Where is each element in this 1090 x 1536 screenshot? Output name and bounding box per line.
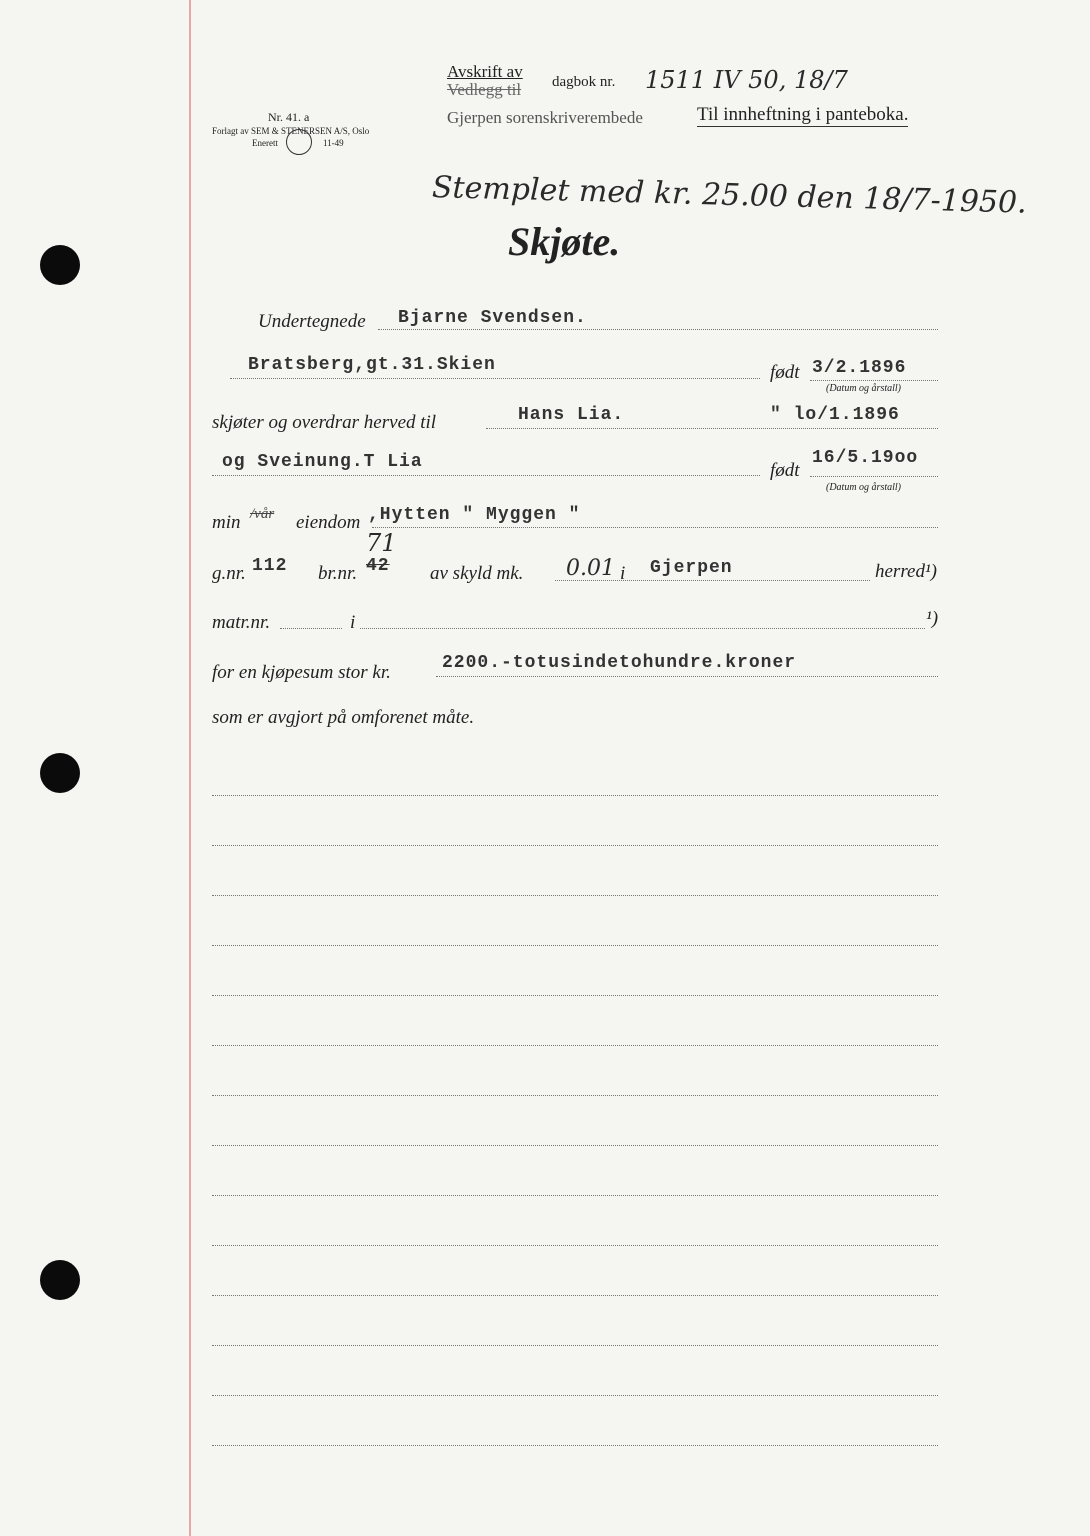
fodt-label: født	[770, 362, 800, 383]
stamp-duty-note: Stemplet med kr. 25.00 den 18/7-1950.	[431, 170, 1028, 221]
herred-name: Gjerpen	[650, 558, 733, 578]
document-title: Skjøte.	[508, 219, 621, 264]
blank-line	[212, 1145, 938, 1146]
blank-line	[212, 995, 938, 996]
blank-line	[212, 1045, 938, 1046]
blank-line	[212, 945, 938, 946]
publisher-enerett: Enerett	[252, 138, 278, 148]
punch-hole	[40, 245, 80, 285]
fill-line	[486, 428, 938, 429]
dagbok-number: 1511 IV 50, 18/7	[645, 66, 848, 94]
avskrift-label: Avskrift av	[447, 62, 523, 81]
dagbok-label: dagbok nr.	[552, 74, 616, 90]
fill-line	[360, 628, 925, 629]
fill-line	[230, 378, 760, 379]
blank-line	[212, 1345, 938, 1346]
fill-line	[436, 676, 938, 677]
skyld-label: av skyld mk.	[430, 563, 524, 584]
office-name: Gjerpen sorenskriverembede	[447, 108, 643, 127]
blank-line	[212, 895, 938, 896]
blank-line	[212, 1195, 938, 1196]
publisher-line: Forlagt av SEM & STENERSEN A/S, Oslo	[212, 126, 370, 136]
var-struck: /vår	[250, 506, 275, 522]
buyer2-birthdate: 16/5.19oo	[812, 448, 919, 468]
publisher-logo	[286, 129, 312, 155]
price-value: 2200.-totusindetohundre.kroner	[442, 653, 797, 673]
fill-line	[280, 628, 342, 629]
fill-line	[378, 329, 938, 330]
panteboka-title: Til innheftning i panteboka.	[697, 104, 909, 125]
form-number: Nr. 41. a	[268, 110, 310, 124]
fill-line	[810, 380, 938, 381]
property-name: ,Hytten " Myggen "	[368, 505, 581, 525]
matr-label: matr.nr.	[212, 612, 271, 633]
margin-rule	[189, 0, 191, 1536]
buyer1-name: Hans Lia.	[518, 405, 625, 425]
seller-name: Bjarne Svendsen.	[398, 308, 587, 328]
gnr-value: 112	[252, 556, 288, 576]
punch-hole	[40, 753, 80, 793]
blank-line	[212, 1295, 938, 1296]
herred-label: herred¹)	[875, 561, 937, 582]
gnr-label: g.nr.	[212, 563, 246, 584]
min-label: min	[212, 512, 241, 533]
blank-line	[212, 795, 938, 796]
datum-note: (Datum og årstall)	[826, 482, 901, 493]
settled-text: som er avgjort på omforenet måte.	[212, 707, 475, 728]
footnote-mark: ¹)	[926, 608, 939, 629]
brnr-struck: 42	[366, 556, 390, 576]
datum-note: (Datum og årstall)	[826, 383, 901, 394]
fill-line	[810, 476, 938, 477]
buyer2-name: og Sveinung.T Lia	[222, 452, 423, 472]
blank-line	[212, 1245, 938, 1246]
eiendom-label: eiendom	[296, 512, 361, 533]
buyer2-fodt-label: født	[770, 460, 800, 481]
blank-line	[212, 1095, 938, 1096]
matr-i: i	[350, 612, 356, 633]
fill-line	[212, 475, 760, 476]
transfer-label: skjøter og overdrar herved til	[212, 412, 437, 433]
punch-hole	[40, 1260, 80, 1300]
blank-line	[212, 845, 938, 846]
vedlegg-label: Vedlegg til	[447, 80, 522, 99]
publisher-date: 11-49	[323, 138, 344, 148]
blank-line	[212, 1445, 938, 1446]
seller-address: Bratsberg,gt.31.Skien	[248, 355, 496, 375]
skyld-i: i	[620, 563, 626, 584]
price-label: for en kjøpesum stor kr.	[212, 662, 391, 683]
seller-birthdate: 3/2.1896	[812, 358, 907, 378]
fill-line	[372, 527, 938, 528]
undertegnede-label: Undertegnede	[258, 311, 366, 332]
skyld-value: 0.01	[566, 556, 615, 581]
brnr-value: 71	[366, 529, 397, 557]
blank-line	[212, 1395, 938, 1396]
fill-line	[555, 580, 870, 581]
brnr-label: br.nr.	[318, 563, 358, 584]
buyer1-birthdate: " lo/1.1896	[770, 405, 900, 425]
